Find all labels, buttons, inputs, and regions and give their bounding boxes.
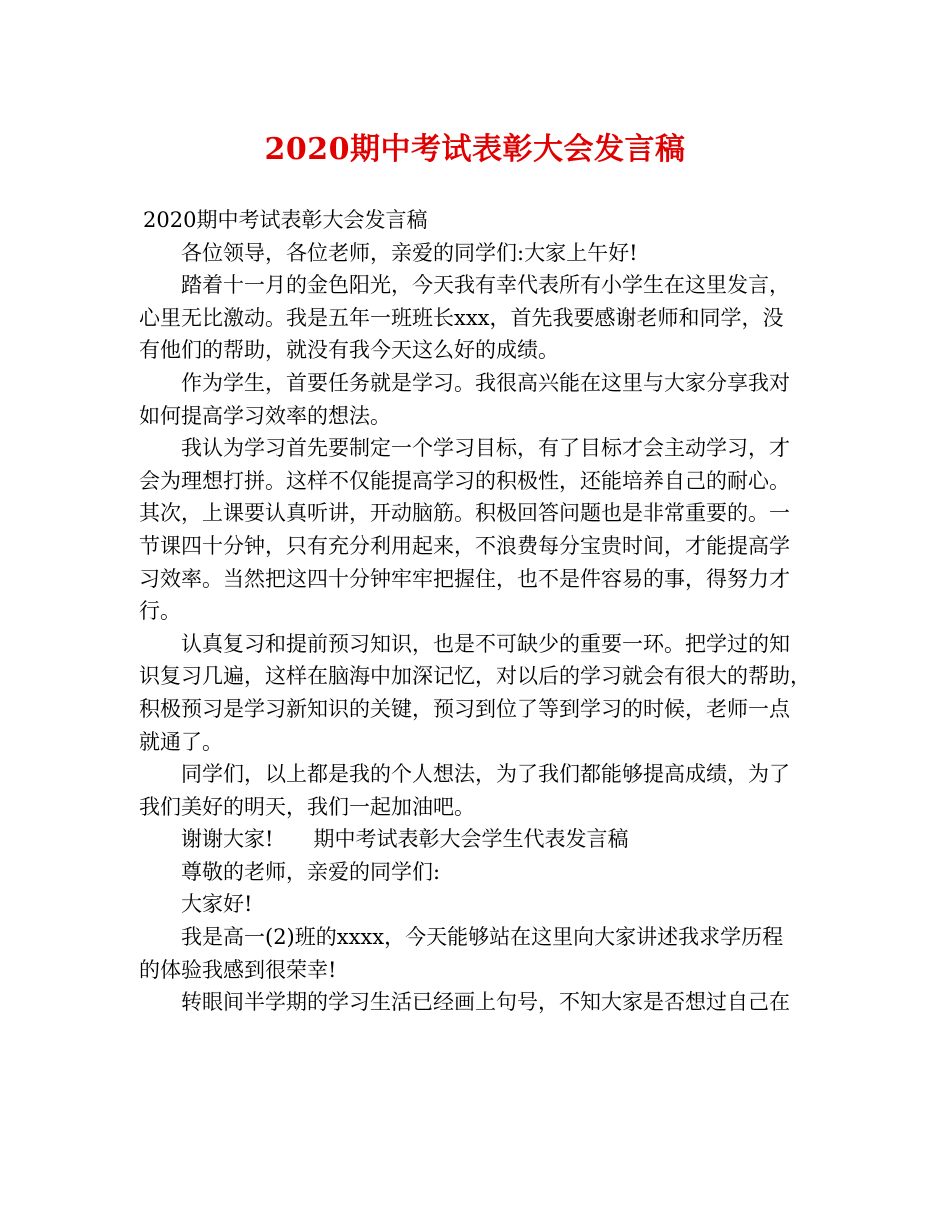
text-line: 我认为学习首先要制定一个学习目标，有了目标才会主动学习，才	[181, 436, 790, 461]
text-line: 节课四十分钟，只有充分利用起来，不浪费每分宝贵时间，才能提高学	[139, 533, 790, 558]
text-line: 认真复习和提前预习知识，也是不可缺少的重要一环。把学过的知	[181, 631, 790, 656]
text-line: 如何提高学习效率的想法。	[139, 403, 391, 428]
text-line: 习效率。当然把这四十分钟牢牢把握住，也不是件容易的事，得努力才	[139, 566, 790, 591]
text-line: 行。	[139, 599, 181, 624]
text-line: 有他们的帮助，就没有我今天这么好的成绩。	[139, 338, 559, 363]
text-line: 作为学生，首要任务就是学习。我很高兴能在这里与大家分享我对	[181, 370, 790, 395]
text-line: 我是高一(2)班的xxxx，今天能够站在这里向大家讲述我求学历程	[181, 925, 784, 950]
document-title: 2020期中考试表彰大会发言稿	[264, 132, 686, 167]
text-line: 谢谢大家! 期中考试表彰大会学生代表发言稿	[181, 827, 629, 852]
text-line: 同学们，以上都是我的个人想法，为了我们都能够提高成绩，为了	[181, 762, 790, 787]
text-line: 心里无比激动。我是五年一班班长xxx，首先我要感谢老师和同学，没	[139, 305, 784, 330]
text-line: 尊敬的老师，亲爱的同学们:	[181, 859, 441, 884]
text-line: 我们美好的明天，我们一起加油吧。	[139, 794, 475, 819]
text-line: 其次，上课要认真听讲，开动脑筋。积极回答问题也是非常重要的。一	[139, 501, 790, 526]
document-body	[139, 204, 819, 1019]
text-line: 的体验我感到很荣幸!	[139, 957, 337, 982]
text-line: 积极预习是学习新知识的关键，预习到位了等到学习的时候，老师一点	[139, 696, 790, 721]
text-line: 转眼间半学期的学习生活已经画上句号，不知大家是否想过自己在	[181, 990, 790, 1015]
text-line: 就通了。	[139, 729, 223, 754]
text-line: 识复习几遍，这样在脑海中加深记忆，对以后的学习就会有很大的帮助，	[139, 664, 811, 689]
text-line: 踏着十一月的金色阳光，今天我有幸代表所有小学生在这里发言，	[181, 273, 790, 298]
text-line: 会为理想打拼。这样不仅能提高学习的积极性，还能培养自己的耐心。	[139, 468, 790, 493]
document-subtitle: 2020期中考试表彰大会发言稿	[143, 208, 428, 232]
text-line: 各位领导，各位老师，亲爱的同学们:大家上午好!	[181, 240, 638, 265]
text-line: 大家好!	[181, 892, 253, 917]
